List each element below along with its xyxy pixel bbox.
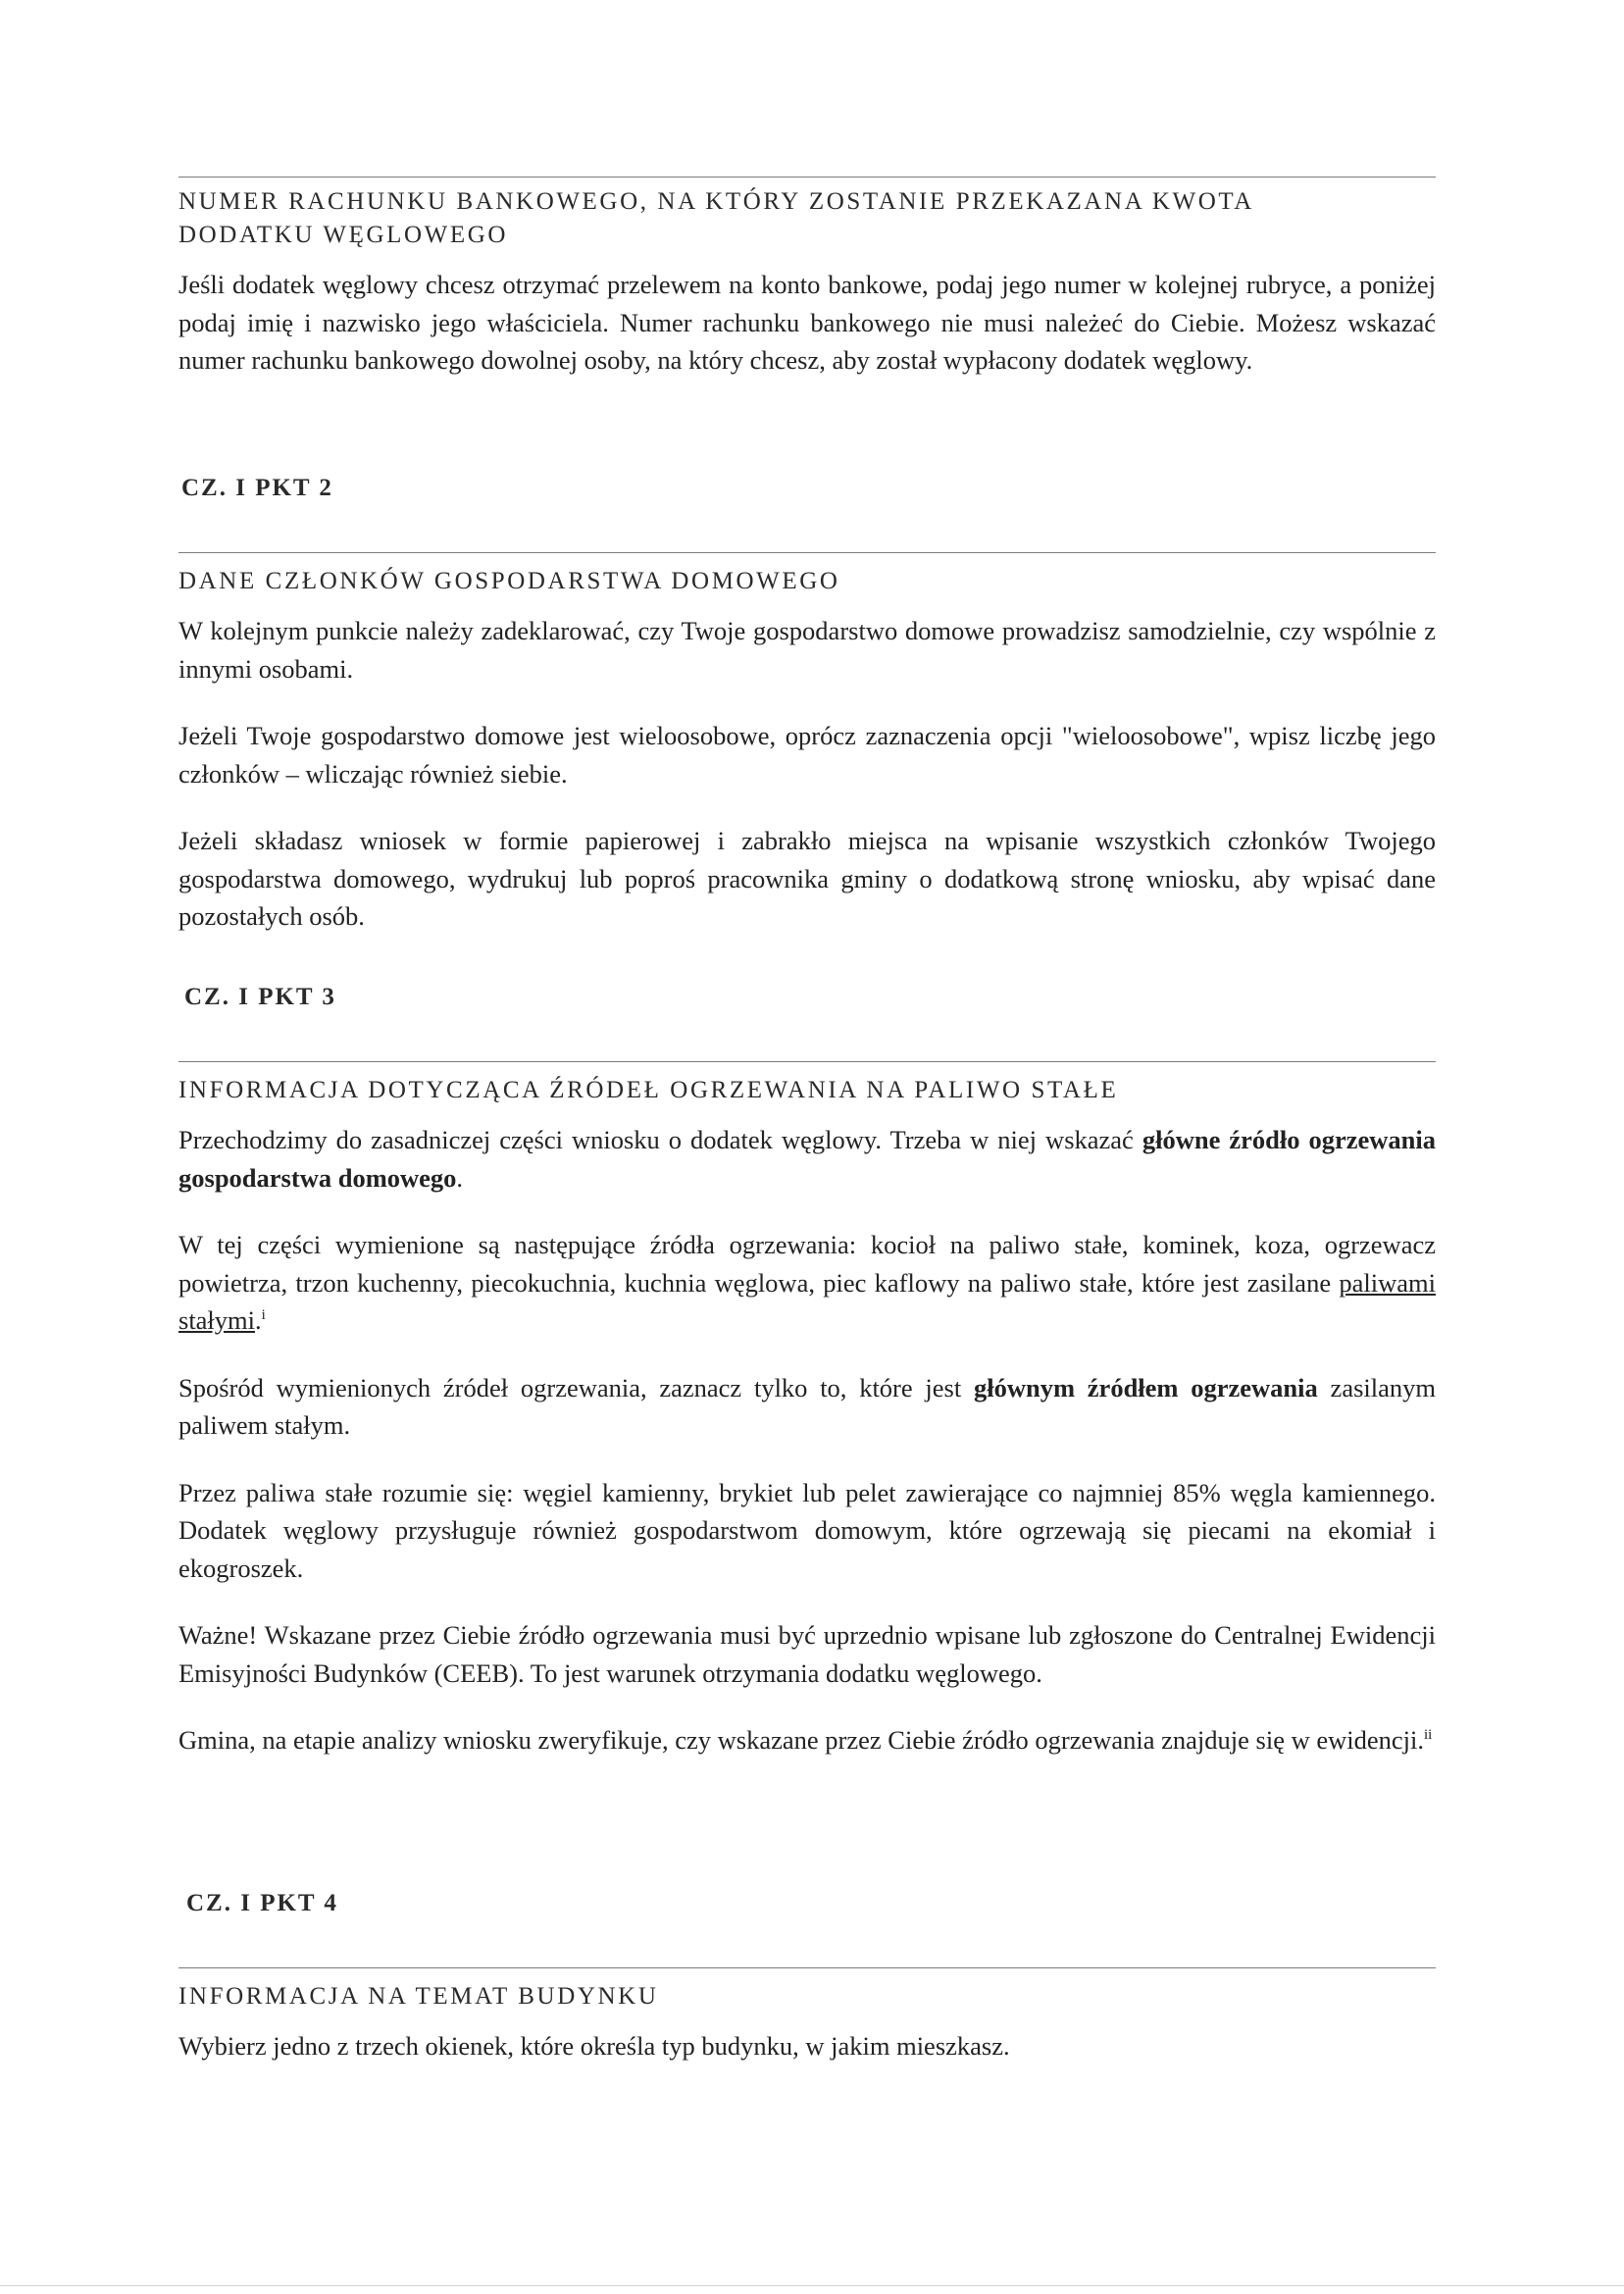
paragraph: Wybierz jedno z trzech okienek, które określa typ budynku, w jakim mieszkasz. (178, 2031, 1010, 2061)
section-divider (178, 552, 1436, 553)
paragraph: Spośród wymienionych źródeł ogrzewania, zaznacz tylko to, które jest głównym źródłem ogrzewania zasilanym paliwem stałym. (178, 1372, 1436, 1440)
section-heading: INFORMACJA DOTYCZĄCA ŹRÓDEŁ OGRZEWANIA NA PALIWO STAŁE (178, 1077, 1119, 1103)
section-bank-account (178, 177, 1436, 380)
paragraph: Ważne! Wskazane przez Ciebie źródło ogrzewania musi być uprzednio wpisane lub zgłoszone do Centralnej Ewidencji Emisyjności Budynków (CEEB). To jest warunek otrzymania dodatku węglowego. (178, 1620, 1436, 1688)
section-heating-sources (178, 1061, 1436, 1759)
heading-line: NUMER RACHUNKU BANKOWEGO, NA KTÓRY ZOSTANIE PRZEKAZANA KWOTA (178, 188, 1254, 215)
paragraph: Gmina, na etapie analizy wniosku zweryfikuje, czy wskazane przez Ciebie źródło ogrzewania znajduje się w ewidencji.$^{ii}$ (178, 1725, 1433, 1755)
part-label: CZ. I PKT 2 (181, 475, 333, 501)
solid-fuels-link: paliwami stałymi (178, 1267, 1436, 1335)
footnote-ref: ii (1424, 1727, 1433, 1744)
paragraph: Jeżeli składasz wniosek w formie papierowej i zabrakło miejsca na wpisanie wszystkich członków Twojego gospodarstwa domowego, wydrukuj lub poproś pracownika gminy o dodatkową stronę wniosku, aby wpisać dane pozostałych osób. (178, 826, 1436, 931)
section-divider (178, 1967, 1436, 1968)
paragraph: Jeśli dodatek węglowy chcesz otrzymać przelewem na konto bankowe, podaj jego numer w kolejnej rubryce, a poniżej podaj imię i nazwisko jego właściciela. Numer rachunku bankowego nie musi należeć do Ciebie. Możesz wskazać numer rachunku bankowego dowolnej osoby, na który chcesz, aby został wypłacony dodatek węglowy. (178, 270, 1436, 375)
section-heading: DANE CZŁONKÓW GOSPODARSTWA DOMOWEGO (178, 568, 840, 594)
section-heading (178, 185, 1436, 252)
section-building-info (178, 1967, 1436, 2065)
part-label: CZ. I PKT 4 (186, 1890, 338, 1916)
paragraph: Przechodzimy do zasadniczej części wniosku o dodatek węglowy. Trzeba w niej wskazać główne źródło ogrzewania gospodarstwa domowego. (178, 1125, 1436, 1193)
section-household-members (178, 552, 1436, 936)
section-divider (178, 177, 1436, 178)
footnote-ref: i (261, 1307, 266, 1324)
paragraph: W tej części wymienione są następujące źródła ogrzewania: kocioł na paliwo stałe, kominek, koza, ogrzewacz powietrza, trzon kuchenny, piecokuchnia, kuchnia węglowa, piec kaflowy na paliwo stałe, które jest zasilane paliwami stałymi.$^i$ (178, 1230, 1436, 1335)
part-label: CZ. I PKT 3 (184, 984, 336, 1010)
heading-line: DODATKU WĘGLOWEGO (178, 222, 509, 248)
section-divider (178, 1061, 1436, 1062)
scan-edge-line (0, 2285, 1624, 2286)
paragraph: Przez paliwa stałe rozumie się: węgiel kamienny, brykiet lub pelet zawierające co najmniej 85% węgla kamiennego. Dodatek węglowy przysługuje również gospodarstwom domowym, które ogrzewają się piecami na ekomiał i ekogroszek. (178, 1477, 1436, 1583)
paragraph: Jeżeli Twoje gospodarstwo domowe jest wieloosobowe, oprócz zaznaczenia opcji "wieloosobowe", wpisz liczbę jego członków – wliczając również siebie. (178, 721, 1436, 789)
section-heading: INFORMACJA NA TEMAT BUDYNKU (178, 1983, 659, 2010)
paragraph: W kolejnym punkcie należy zadeklarować, czy Twoje gospodarstwo domowe prowadzisz samodzielnie, czy wspólnie z innymi osobami. (178, 616, 1436, 684)
